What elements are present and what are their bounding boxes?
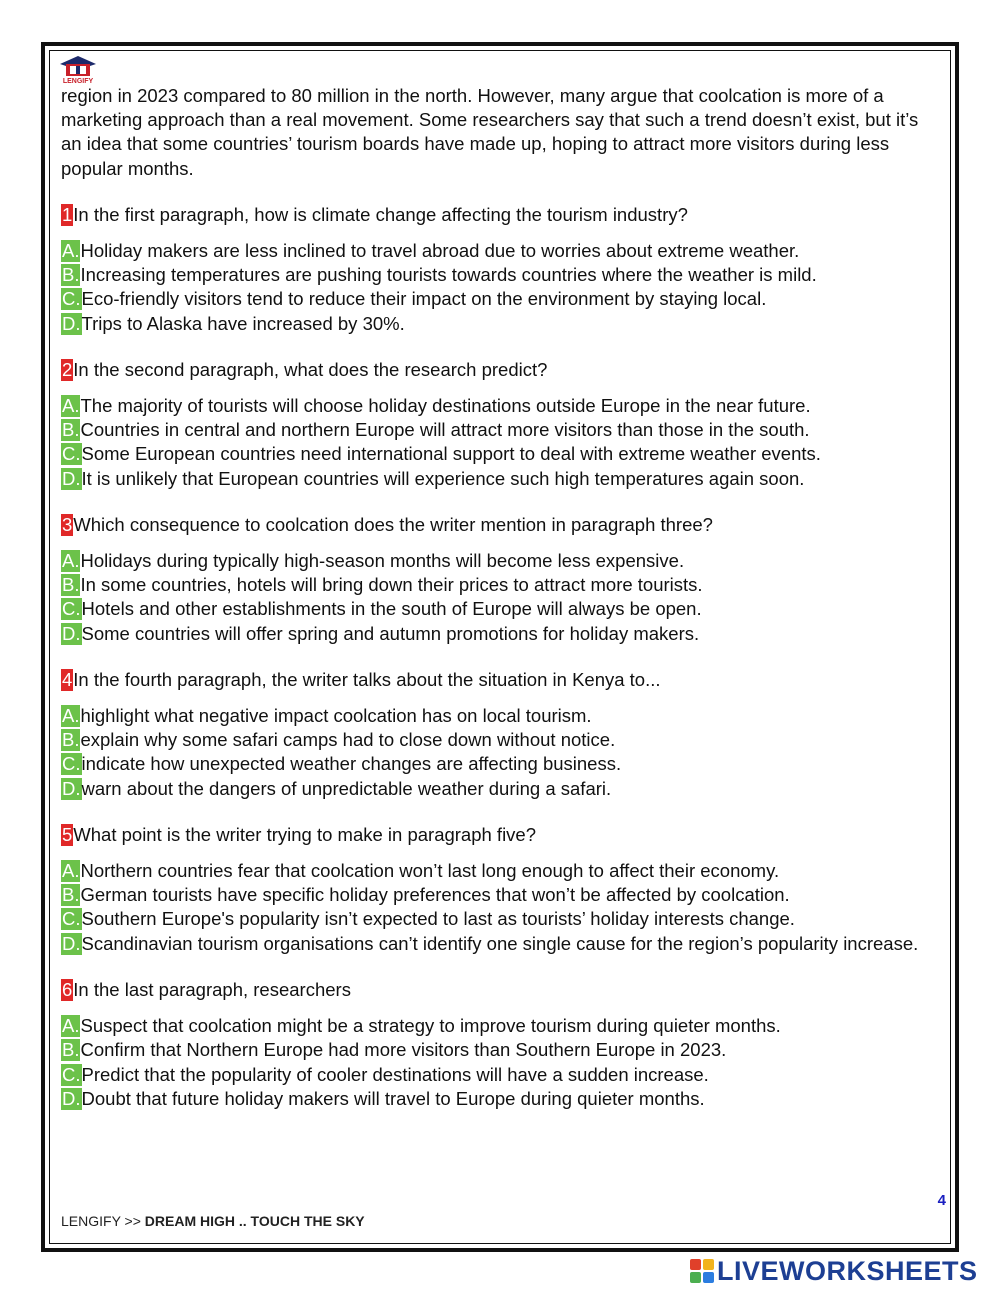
liveworksheets-brand (690, 1256, 978, 1286)
option-text: In some countries, hotels will bring down their prices to attract more tourists. (80, 574, 703, 596)
option-letter[interactable]: A. (62, 860, 80, 882)
liveworksheets-logo-icon (690, 1259, 714, 1283)
question-text: In the first paragraph, how is climate change affecting the tourism industry? (73, 203, 688, 225)
option-text: Trips to Alaska have increased by 30%. (81, 312, 405, 334)
option-text: Increasing temperatures are pushing tourists towards countries where the weather is mild. (80, 264, 817, 286)
logo-square (690, 1259, 701, 1270)
answer-option[interactable] (61, 239, 941, 263)
question-number-badge: 2 (62, 358, 73, 380)
option-letter[interactable]: D. (62, 467, 81, 489)
option-text: warn about the dangers of unpredictable weather during a safari. (81, 777, 612, 799)
option-text: German tourists have specific holiday preferences that won’t be affected by coolcation. (80, 884, 790, 906)
option-letter[interactable]: D. (62, 622, 81, 644)
option-letter[interactable]: D. (62, 1087, 81, 1109)
option-text: Holidays during typically high-season months will become less expensive. (80, 550, 685, 572)
option-letter[interactable]: D. (62, 312, 81, 334)
option-letter[interactable]: A. (62, 395, 80, 417)
svg-text:LENGIFY: LENGIFY (62, 78, 94, 84)
answer-option[interactable] (61, 467, 941, 491)
question-number-badge: 5 (62, 823, 73, 845)
answer-option[interactable] (61, 394, 941, 418)
option-letter[interactable]: B. (62, 574, 80, 596)
liveworksheets-wordmark: LIVEWORKSHEETS (717, 1255, 978, 1286)
option-letter[interactable]: B. (62, 264, 80, 286)
option-letter[interactable]: C. (62, 753, 81, 775)
question-1 (61, 203, 941, 336)
option-text: Some countries will offer spring and autumn promotions for holiday makers. (81, 622, 700, 644)
question-stem (61, 513, 941, 537)
option-text: Southern Europe's popularity isn’t expected to last as tourists’ holiday interests change. (81, 908, 795, 930)
question-text: In the last paragraph, researchers (73, 978, 351, 1000)
page-number: 4 (937, 1192, 946, 1209)
question-stem (61, 203, 941, 227)
logo-square (690, 1272, 701, 1283)
option-text: The majority of tourists will choose holiday destinations outside Europe in the near future. (80, 395, 811, 417)
option-letter[interactable]: A. (62, 1015, 80, 1037)
option-letter[interactable]: B. (62, 884, 80, 906)
option-letter[interactable]: C. (62, 288, 81, 310)
question-5 (61, 823, 941, 956)
answer-option[interactable] (61, 752, 941, 776)
option-text: Countries in central and northern Europe will attract more visitors than those in the south. (80, 419, 810, 441)
intro-paragraph: region in 2023 compared to 80 million in the north. However, many argue that coolcation is more of a marketing approach than a real movement. Some researchers say that such a trend doesn’t exist, but it’s an idea that some countries’ tourism boards have made up, hoping to attract more visitors during less popular months. (61, 85, 919, 179)
answer-option[interactable] (61, 728, 941, 752)
option-letter[interactable]: C. (62, 908, 81, 930)
option-text: Doubt that future holiday makers will travel to Europe during quieter months. (81, 1087, 705, 1109)
option-text: It is unlikely that European countries will experience such high temperatures again soon. (81, 467, 805, 489)
option-letter[interactable]: B. (62, 419, 80, 441)
question-2 (61, 358, 941, 491)
footer-slogan: DREAM HIGH .. TOUCH THE SKY (144, 1213, 365, 1229)
answer-option[interactable] (61, 312, 941, 336)
option-text: explain why some safari camps had to close down without notice. (80, 729, 616, 751)
option-text: Predict that the popularity of cooler destinations will have a sudden increase. (81, 1063, 709, 1085)
question-stem (61, 823, 941, 847)
option-text: indicate how unexpected weather changes are affecting business. (81, 753, 622, 775)
option-text: Eco-friendly visitors tend to reduce their impact on the environment by staying local. (81, 288, 767, 310)
question-text: Which consequence to coolcation does the writer mention in paragraph three? (73, 513, 713, 535)
option-text: Hotels and other establishments in the south of Europe will always be open. (81, 598, 702, 620)
lengify-logo (58, 54, 98, 84)
option-text: Scandinavian tourism organisations can’t identify one single cause for the region’s popularity increase. (81, 932, 919, 954)
question-text: What point is the writer trying to make in paragraph five? (73, 823, 537, 845)
footer (61, 1213, 365, 1229)
question-number-badge: 6 (62, 978, 73, 1000)
option-letter[interactable]: C. (62, 1063, 81, 1085)
option-text: Confirm that Northern Europe had more visitors than Southern Europe in 2023. (80, 1039, 727, 1061)
answer-option[interactable] (61, 1087, 941, 1111)
answer-option[interactable] (61, 597, 941, 621)
footer-prefix: LENGIFY >> (61, 1213, 145, 1229)
option-letter[interactable]: B. (62, 1039, 80, 1061)
answer-option[interactable] (61, 883, 941, 907)
question-stem (61, 978, 941, 1002)
option-text: Northern countries fear that coolcation won’t last long enough to affect their economy. (80, 860, 780, 882)
option-letter[interactable]: D. (62, 932, 81, 954)
question-number-badge: 1 (62, 203, 73, 225)
answer-option[interactable] (61, 1038, 941, 1062)
option-text: Holiday makers are less inclined to travel abroad due to worries about extreme weather. (80, 240, 800, 262)
question-number-badge: 4 (62, 668, 73, 690)
answer-option[interactable] (61, 1014, 941, 1038)
worksheet-content (61, 84, 941, 1133)
question-text: In the fourth paragraph, the writer talks about the situation in Kenya to... (73, 668, 661, 690)
answer-option[interactable] (61, 263, 941, 287)
option-letter[interactable]: A. (62, 550, 80, 572)
answer-option[interactable] (61, 573, 941, 597)
question-6 (61, 978, 941, 1111)
answer-option[interactable] (61, 907, 941, 931)
option-text: Suspect that coolcation might be a strategy to improve tourism during quieter months. (80, 1015, 781, 1037)
question-stem (61, 668, 941, 692)
option-letter[interactable]: B. (62, 729, 80, 751)
option-letter[interactable]: D. (62, 777, 81, 799)
option-letter[interactable]: A. (62, 705, 80, 727)
answer-option[interactable] (61, 418, 941, 442)
question-text: In the second paragraph, what does the research predict? (73, 358, 548, 380)
question-list (61, 203, 941, 1111)
option-letter[interactable]: A. (62, 240, 80, 262)
answer-option[interactable] (61, 622, 941, 646)
answer-option[interactable] (61, 704, 941, 728)
answer-option[interactable] (61, 1063, 941, 1087)
option-text: highlight what negative impact coolcation has on local tourism. (80, 705, 592, 727)
logo-square (703, 1272, 714, 1283)
answer-option[interactable] (61, 287, 941, 311)
option-letter[interactable]: C. (62, 443, 81, 465)
question-4 (61, 668, 941, 801)
question-3 (61, 513, 941, 646)
answer-option[interactable] (61, 777, 941, 801)
answer-option[interactable] (61, 932, 941, 956)
answer-option[interactable] (61, 549, 941, 573)
question-stem (61, 358, 941, 382)
answer-option[interactable] (61, 859, 941, 883)
logo-square (703, 1259, 714, 1270)
question-number-badge: 3 (62, 513, 73, 535)
answer-option[interactable] (61, 442, 941, 466)
option-letter[interactable]: C. (62, 598, 81, 620)
option-text: Some European countries need international support to deal with extreme weather events. (81, 443, 821, 465)
